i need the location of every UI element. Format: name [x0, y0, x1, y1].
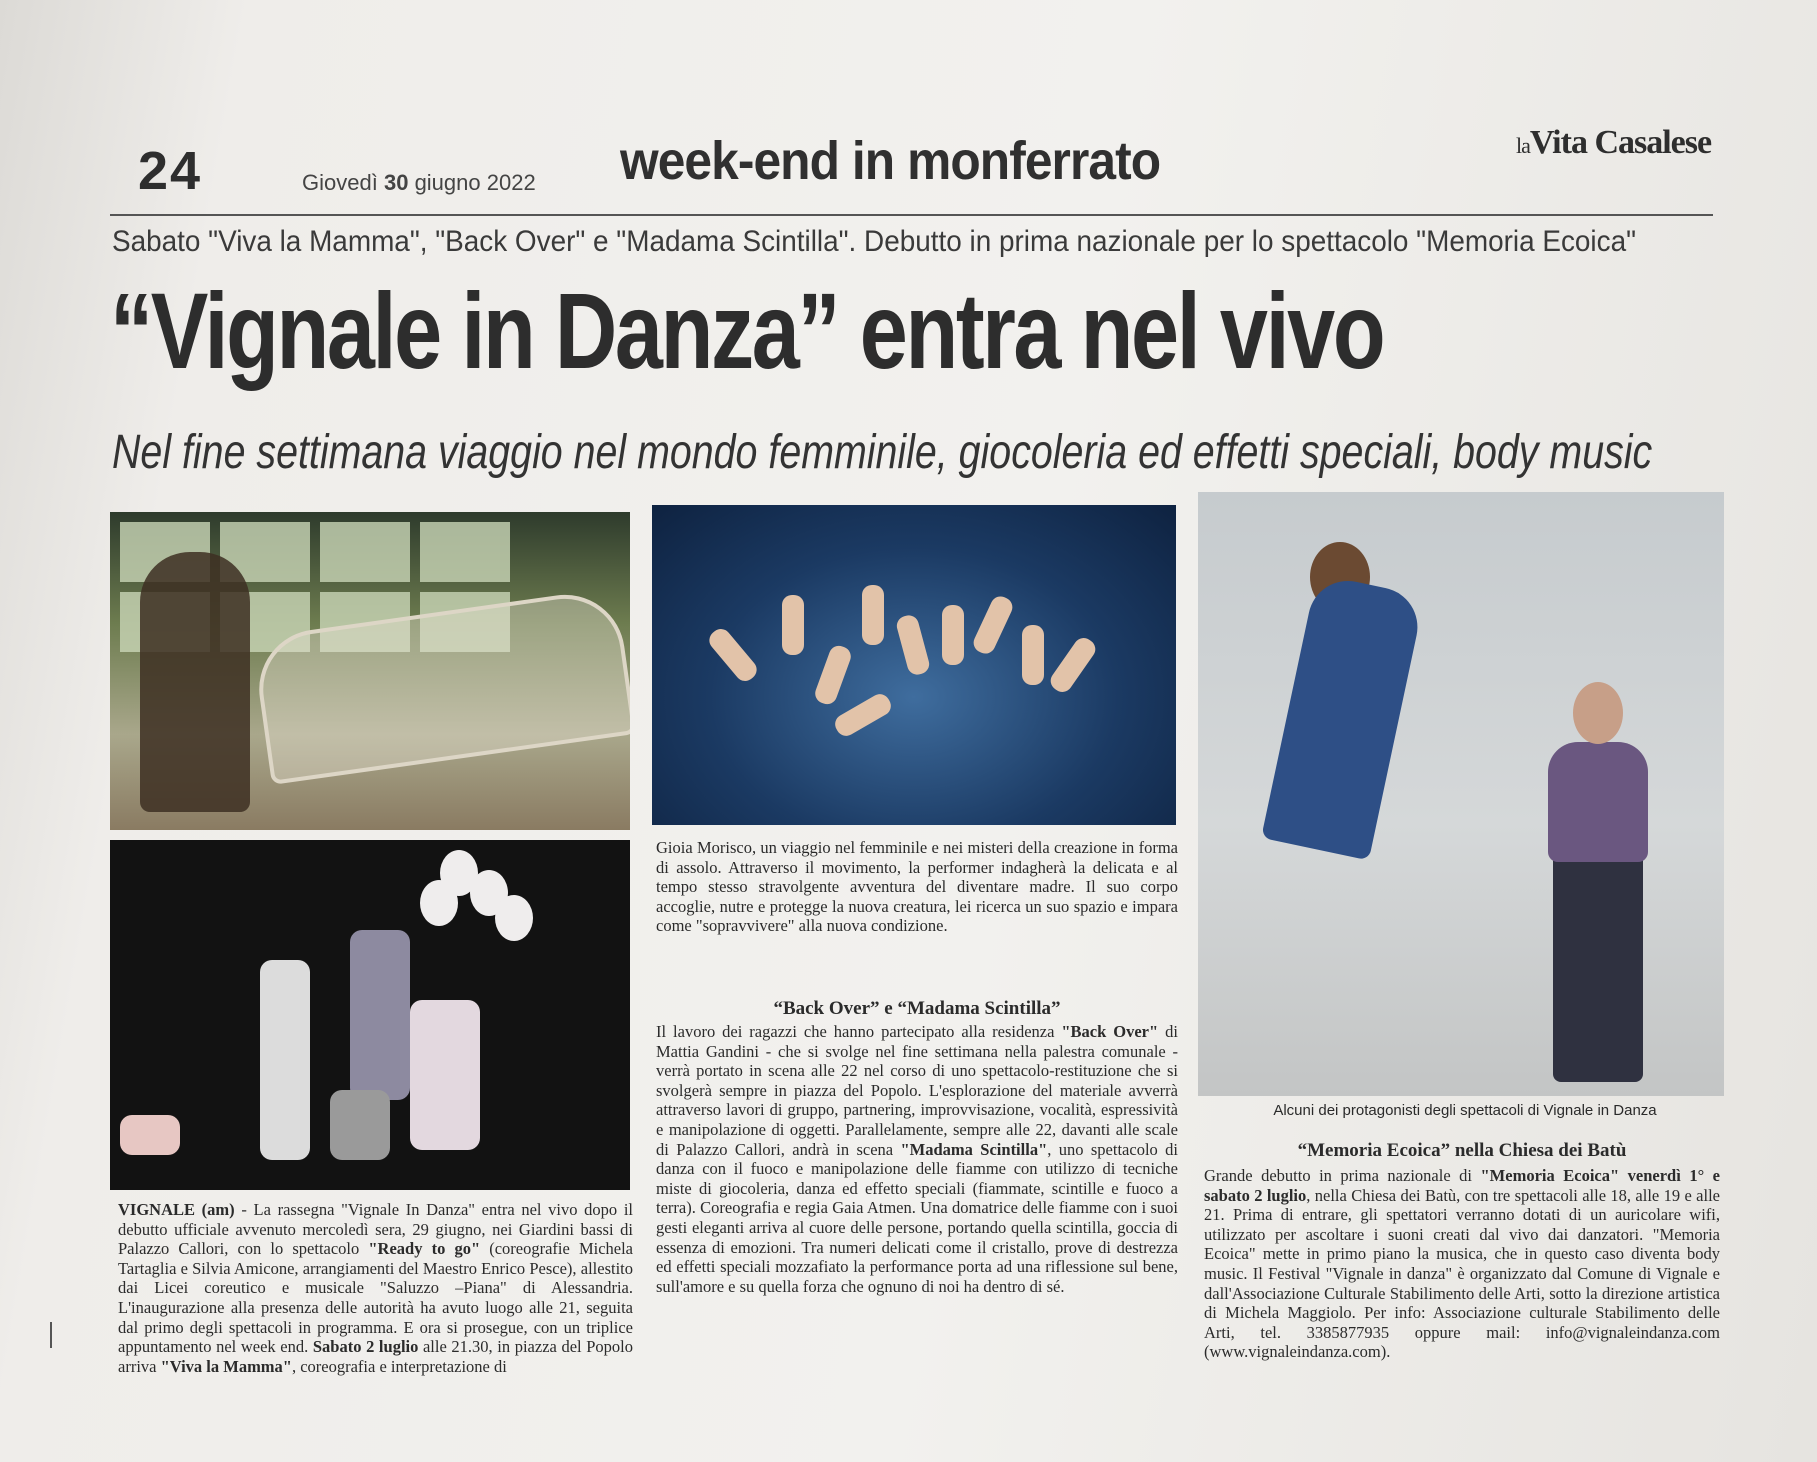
- date-prefix: Giovedì: [302, 170, 378, 195]
- dancer-figure: [895, 613, 932, 677]
- jumping-dancer: [1261, 574, 1425, 861]
- article-headline: “Vignale in Danza” entra nel vivo: [110, 270, 1384, 391]
- section-subtitle-memoria-ecoica: “Memoria Ecoica” nella Chiesa dei Batù: [1297, 1140, 1627, 1161]
- bold-text: "Madama Scintilla": [900, 1139, 1048, 1159]
- masthead-small: la: [1516, 133, 1530, 158]
- photo-back-over: [652, 505, 1176, 825]
- bold-text: Sabato 2 luglio: [312, 1337, 419, 1357]
- bold-text: "Memoria Ecoica" venerdì 1° e sabato 2 luglio: [1204, 1166, 1721, 1205]
- paragraph: [1204, 1166, 1720, 1362]
- article-column-b: [656, 1022, 1178, 1296]
- bold-text: "Ready to go": [368, 1239, 481, 1259]
- body-text: alle 21.30, in piazza del Popolo arriva: [118, 1337, 634, 1376]
- dancer-figure: [782, 595, 804, 655]
- photo-viva-la-mamma: [110, 512, 630, 830]
- date-rest: giugno 2022: [414, 170, 536, 195]
- dancer-figure: [832, 690, 895, 739]
- paragraph: [118, 1200, 633, 1376]
- margin-mark: [50, 1322, 52, 1348]
- bold-text: "Back Over": [1061, 1022, 1159, 1041]
- dancer-silhouette: [140, 552, 250, 812]
- section-title: week-end in monferrato: [620, 131, 1161, 191]
- performer-figure: [330, 1090, 390, 1160]
- photo-memoria-ecoica: [1198, 492, 1724, 1096]
- dancer-head: [1573, 682, 1623, 744]
- balloon: [495, 895, 533, 941]
- window-pane: [320, 522, 410, 582]
- paragraph: Gioia Morisco, un viaggio nel femminile e nei misteri della creazione in forma di assolo. Attraverso il movimento, la performer indagherà la delicata e al tempo stesso stravolgente avventura del diventare madre. Il suo corpo accoglie, nutre e protegge la nuova creatura, lei ricerca un suo spazio e impara come "sopravvivere" alla nuova condizione.: [656, 838, 1178, 936]
- photo-ready-to-go: [110, 840, 630, 1190]
- performer-figure: [350, 930, 410, 1100]
- article-column-a: [118, 1200, 633, 1376]
- window-pane: [420, 522, 510, 582]
- body-text: - La rassegna "Vignale In Danza" entra nel vivo dopo il debutto ufficiale avvenuto mercoledì sera, 29 giugno, nei Giardini bassi di Palazzo Callori, con lo spettacolo: [118, 1200, 633, 1259]
- performer-figure: [260, 960, 310, 1160]
- masthead-logo: [1516, 124, 1711, 162]
- body-text: , nella Chiesa dei Batù, con tre spettacoli alle 18, alle 19 e alle 21. Prima di entrare, gli spettatori verranno dotati di un auricolare wifi, utilizzato per ascoltare i suoni creati dal vivo dai danzatori. "Memoria Ecoica" mette in primo piano la musica, che in questo caso diventa body music. Il Festival "Vignale in danza" è organizzato dal Comune di Vignale e dall'Associazione Culturale Stabilimento delle Arti, sotto la direzione artistica di Michela Maggiolo. Per info: Associazione culturale Stabilimento delle Arti, tel. 3385877935 oppure mail: info@vignaleindanza.com (www.vignaleindanza.com).: [1204, 1185, 1720, 1362]
- section-subtitle-back-over: “Back Over” e “Madama Scintilla”: [773, 998, 1061, 1019]
- body-text: , uno spettacolo di danza con il fuoco e manipolazione delle fiamme con utilizzo di tecniche miste di giocoleria, danza ed effetto speciali (fiammate, scintille e fuoco a terra). Coreografia e regia Gaia Atmen. Una domatrice delle fiamme con i suoi gesti eleganti arriva al cuore delle persone, portando quella scintilla, goccia di essenza di emozioni. Tra numeri delicati come il cristallo, prove di destrezza ed effetti speciali mozzafiato la performance porta ad una riflessione sul bene, sull'amore e su quella forza che ognuno di noi ha dentro di sé.: [656, 1139, 1178, 1296]
- issue-date: [302, 170, 536, 196]
- paragraph: [656, 1022, 1178, 1296]
- dancer-figure: [812, 643, 853, 707]
- masthead-name: Vita Casalese: [1529, 124, 1712, 161]
- dancer-figure: [705, 625, 760, 685]
- body-text: , coreografia e interpretazione di: [291, 1356, 507, 1376]
- dateline: VIGNALE (am): [118, 1200, 235, 1219]
- article-subhead: Nel fine settimana viaggio nel mondo femminile, giocoleria ed effetti speciali, body music: [112, 426, 1653, 479]
- standing-dancer-torso: [1548, 742, 1648, 862]
- bold-text: "Viva la Mamma": [160, 1356, 292, 1376]
- article-column-c: [1204, 1166, 1720, 1362]
- balloon: [420, 880, 458, 926]
- dancer-figure: [970, 593, 1015, 657]
- article-column-b-top: [656, 838, 1178, 936]
- body-text: di Mattia Gandini - che si svolge nel fine settimana nella palestra comunale - verrà portato in scena alle 22 nel corso di uno spettacolo-restituzione che si svolgerà sempre in piazza del Popolo. L'esplorazione del materiale avverrà attraverso lavori di gruppo, partnering, improvvisazione, vocalità, espressività e manipolazione di oggetti. Parallelamente, sempre alle 22, davanti alle scale di Palazzo Callori, andrà in scena: [656, 1022, 1178, 1159]
- dancer-figure: [1047, 634, 1099, 696]
- page-number: 24: [138, 141, 203, 201]
- dancer-figure: [942, 605, 964, 665]
- article-kicker: Sabato "Viva la Mamma", "Back Over" e "Madama Scintilla". Debutto in prima nazionale per lo spettacolo "Memoria Ecoica": [112, 225, 1637, 258]
- date-day: 30: [383, 170, 409, 195]
- dancer-figure: [862, 585, 884, 645]
- body-text: Grande debutto in prima nazionale di: [1204, 1166, 1481, 1185]
- photo-caption: Alcuni dei protagonisti degli spettacoli di Vignale in Danza: [1273, 1102, 1657, 1119]
- header-rule: [110, 214, 1713, 216]
- performer-figure: [410, 1000, 480, 1150]
- body-text: Il lavoro dei ragazzi che hanno partecipato alla residenza: [656, 1022, 1062, 1041]
- body-text: (coreografie Michela Tartaglia e Silvia Amicone, arrangiamenti del Maestro Enrico Pesce), allestito dai Licei coreutico e musicale "Saluzzo –Piana" di Alessandria. L'inaugurazione alla presenza delle autorità ha avuto luogo alle 21, seguita dal primo degli spettacoli in programma. E ora si prosegue, con un triplice appuntamento nel week end.: [118, 1239, 634, 1357]
- stage-prop: [120, 1115, 180, 1155]
- dancer-figure: [1022, 625, 1044, 685]
